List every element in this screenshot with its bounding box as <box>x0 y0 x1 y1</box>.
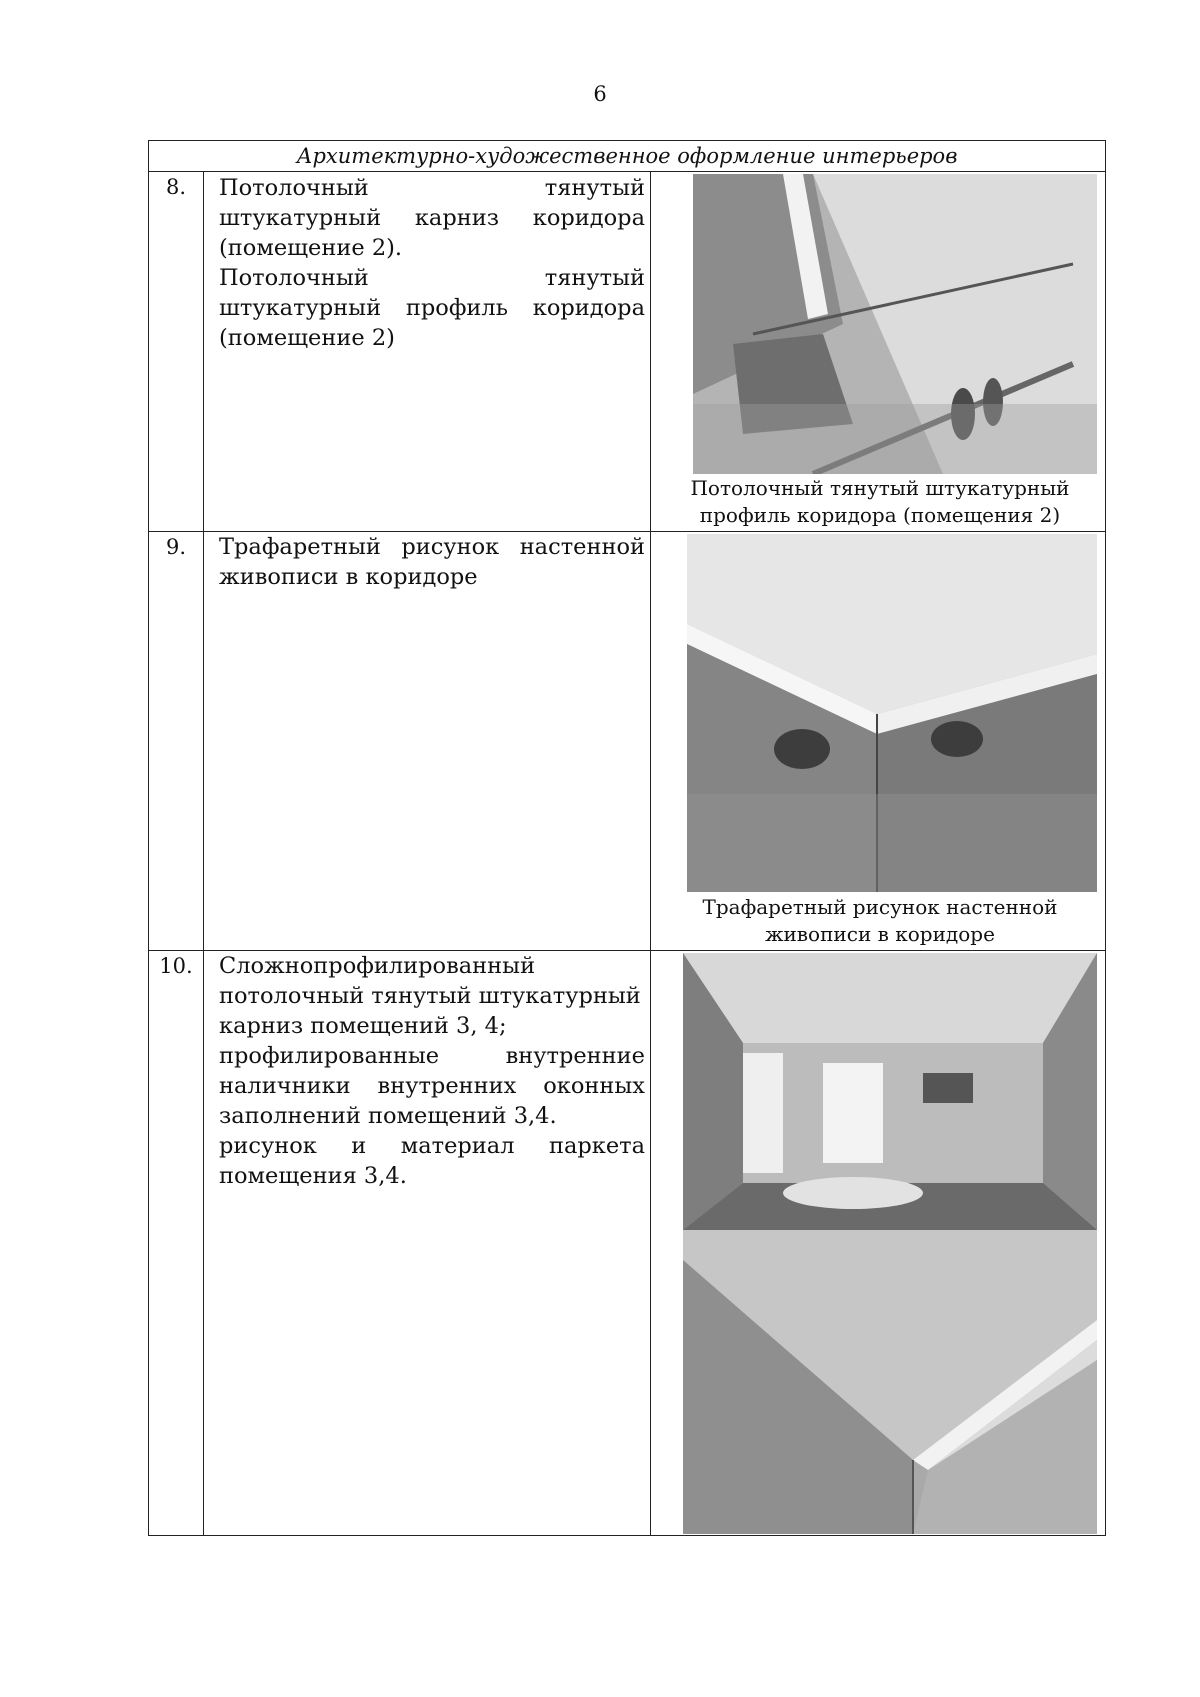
row-number: 10. <box>159 954 193 978</box>
column-divider <box>650 171 651 1536</box>
corridor-cornice-photo <box>693 174 1097 474</box>
photo-caption: Потолочный тянутый штукатурный профиль коридора (помещения 2) <box>690 476 1070 527</box>
column-divider <box>203 171 204 1536</box>
row-number: 8. <box>165 175 187 199</box>
header-divider <box>148 171 1106 172</box>
photo-caption: Трафаретный рисунок настенной живописи в коридоре <box>702 895 1058 946</box>
stencil-painting-photo <box>687 534 1097 892</box>
room-interior-photo <box>683 953 1097 1230</box>
description-paragraph: Трафаретный рисунок настенной живописи в коридоре <box>219 534 645 590</box>
row-description <box>219 951 645 1191</box>
page-number: 6 <box>593 82 607 106</box>
row-description <box>219 173 645 353</box>
description-paragraph: Сложнопрофилированный потолочный тянутый штукатурный карниз помещений 3, 4; <box>219 953 641 1039</box>
description-paragraph: профилированные внутренние наличники внутренних оконных заполнений помещений 3,4. <box>219 1043 645 1129</box>
row-description <box>219 532 645 592</box>
description-paragraph: Потолочный тянутый штукатурный карниз коридора (помещение 2). <box>219 175 645 261</box>
cornice-detail-photo <box>683 1230 1097 1534</box>
table-top-border <box>148 140 1106 141</box>
section-title: Архитектурно-художественное оформление интерьеров <box>296 144 958 168</box>
row-number: 9. <box>165 535 187 559</box>
description-paragraph: рисунок и материал паркета помещения 3,4. <box>219 1133 645 1189</box>
description-paragraph: Потолочный тянутый штукатурный профиль коридора (помещение 2) <box>219 265 645 351</box>
